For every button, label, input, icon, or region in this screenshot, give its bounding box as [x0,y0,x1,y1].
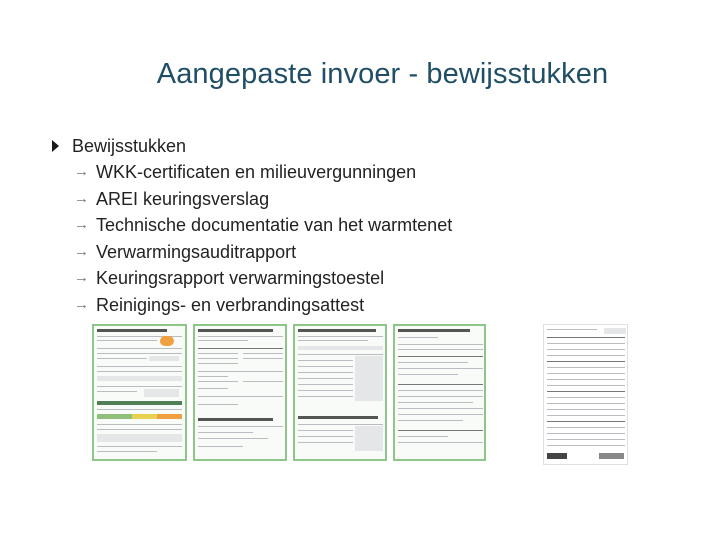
bullet-main-label: Bewijsstukken [72,136,187,156]
document-thumbnail-scan [543,324,628,465]
sub-bullet [52,159,452,186]
sub-bullet [52,212,452,239]
arrow-right-icon: → [74,242,89,260]
sub-bullet-label: Keuringsrapport verwarmingstoestel [96,268,385,288]
sub-bullet [52,186,452,213]
bullet-main [52,133,452,159]
document-thumbnail-report [193,324,287,461]
sub-bullet-label: WKK-certificaten en milieuvergunningen [96,162,417,182]
sub-bullet-label: Technische documentatie van het warmtenet [96,215,453,235]
sub-bullet-label: AREI keuringsverslag [96,188,270,209]
sub-bullet-label: Verwarmingsauditrapport [96,241,297,262]
sub-bullet [52,265,452,292]
sub-bullet [52,292,452,319]
slide-title: Aangepaste invoer - bewijsstukken [156,58,609,90]
document-thumbnail-attest [393,324,486,461]
document-thumbnail-form [92,324,187,461]
sub-bullet [52,239,452,266]
bullet-list [52,133,452,318]
arrow-right-icon: → [74,216,89,233]
arrow-right-icon: → [74,269,89,286]
arrow-right-icon: → [74,163,89,180]
document-thumbnail-table [293,324,387,461]
arrow-right-icon: → [74,189,89,207]
sub-bullet-label: Reinigings- en verbrandingsattest [96,294,365,315]
arrow-right-icon: → [74,295,89,313]
triangle-right-icon [52,140,59,152]
